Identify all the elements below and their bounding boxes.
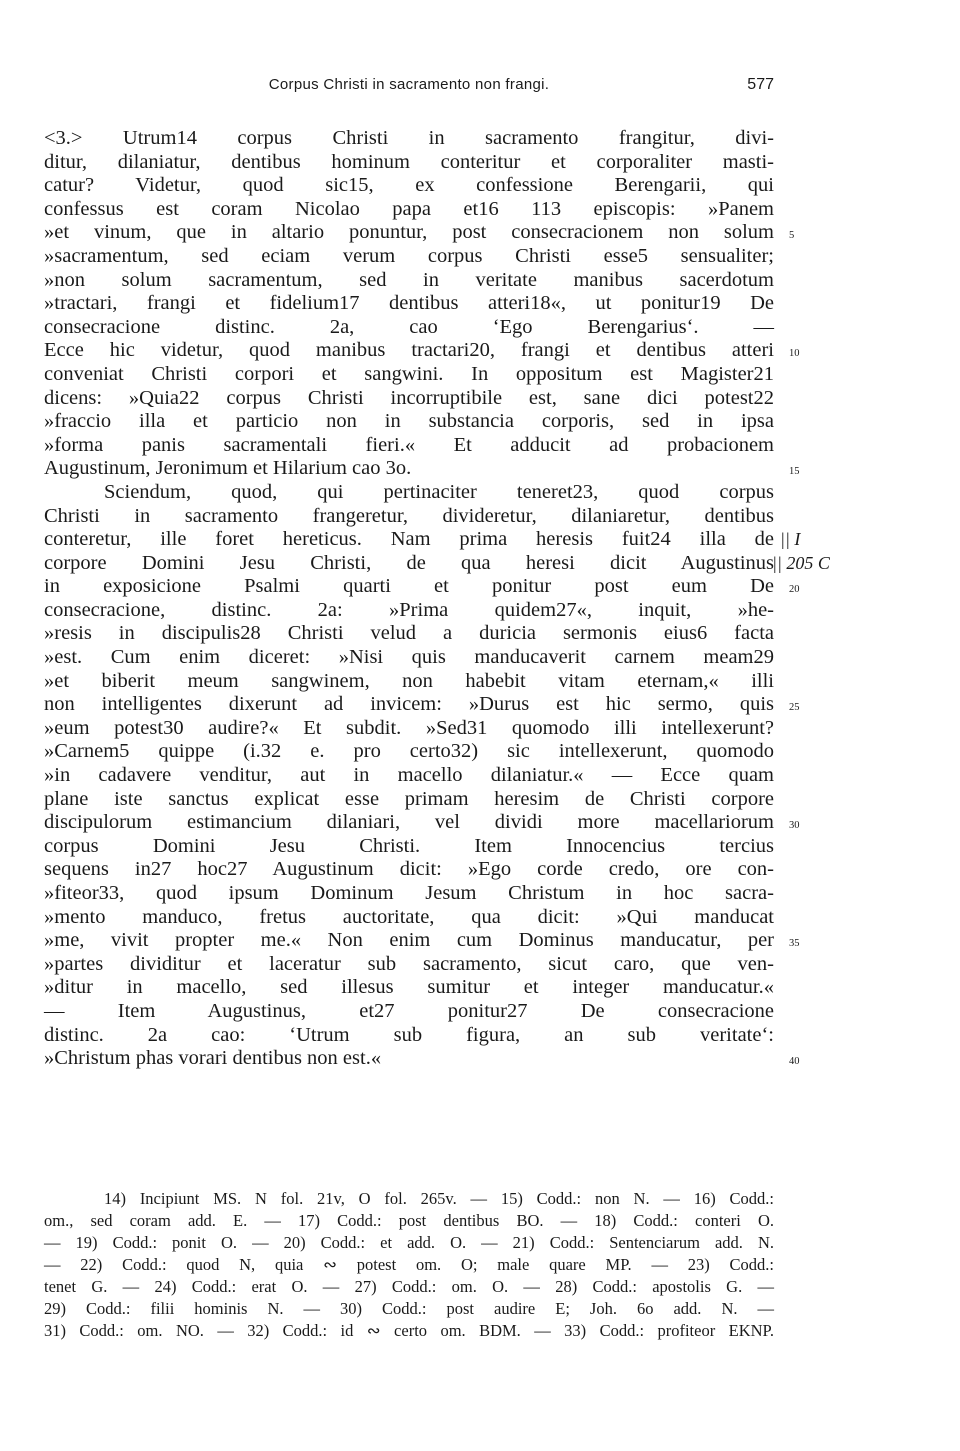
text-line: catur? Videtur, quod sic15, ex confessione Berengarii, qui: [44, 174, 774, 197]
text-line: <3.> Utrum14 corpus Christi in sacramento frangitur, divi-: [44, 127, 774, 149]
text-line: »ditur in macello, sed illesus sumitur et integer manducatur.«: [44, 976, 774, 999]
text-line-wrap: [44, 551, 830, 576]
text-line: dicens: »Quia22 corpus Christi incorruptibile est, sane dici potest22: [44, 386, 774, 409]
text-line: »mento manduco, fretus auctoritate, qua dicit: »Qui manducat: [44, 905, 774, 928]
page-number: 577: [747, 76, 774, 93]
text-line: »fiteor33, quod ipsum Dominum Jesum Christum in hoc sacra-: [44, 882, 774, 904]
footnote-line: 14) Incipiunt MS. N fol. 21v, O fol. 265v. — 15) Codd.: non N. — 16) Codd.:: [104, 1189, 774, 1208]
line-number: 35: [789, 938, 800, 950]
text-line: in exposicione Psalmi quarti et ponitur post eum De: [44, 575, 774, 598]
page-header: [44, 76, 774, 102]
text-line-wrap: [44, 221, 795, 245]
text-line: »forma panis sacramentali fieri.« Et adducit ad probacionem: [44, 433, 774, 456]
text-line-wrap: [44, 693, 800, 717]
text-line-wrap: [44, 929, 800, 953]
text-line: ditur, dilaniatur, dentibus hominum conteritur et corporaliter masti-: [44, 150, 774, 173]
footnote-line: — 19) Codd.: ponit O. — 20) Codd.: et add. O. — 21) Codd.: Sentenciarum add. N.: [44, 1233, 774, 1252]
footnote-line: om., sed coram add. E. — 17) Codd.: post dentibus BO. — 18) Codd.: conteri O.: [44, 1211, 774, 1230]
text-line-wrap: [44, 811, 800, 835]
text-line: Augustinum, Jeronimum et Hilarium cao 3o.: [44, 457, 412, 480]
text-line: non intelligentes dixerunt ad invicem: »Durus est hic sermo, quis: [44, 693, 774, 716]
text-line: »Carnem5 quippe (i.32 e. pro certo32) sic intellexerunt, quomodo: [44, 740, 774, 763]
text-line: »eum potest30 audire?« Et subdit. »Sed31 quomodo illi intellexerunt?: [44, 716, 774, 739]
line-number: 20: [789, 584, 800, 596]
text-line: consecracione distinc. 2a, cao ‘Ego Berengarius‘. —: [44, 315, 774, 338]
main-text: [44, 127, 830, 1071]
text-line: Ecce hic videtur, quod manibus tractari20, frangi et dentibus atteri: [44, 339, 774, 362]
text-line-wrap: [44, 528, 801, 552]
text-line-wrap: [44, 457, 800, 481]
line-number: 30: [789, 820, 800, 832]
text-line: »resis in discipulis28 Christi velud a duricia sermonis eius6 facta: [44, 622, 774, 645]
text-line: »partes dividitur et laceratur sub sacramento, sicut caro, que ven-: [44, 952, 774, 975]
line-number: 25: [789, 702, 800, 714]
footnote-line: 29) Codd.: filii hominis N. — 30) Codd.: post audire E; Joh. 6o add. N. —: [44, 1299, 774, 1318]
text-line: consecracione, distinc. 2a: »Prima quidem27«, inquit, »he-: [44, 598, 774, 621]
text-line: Christi in sacramento frangeretur, divideretur, dilaniaretur, dentibus: [44, 504, 774, 527]
text-line-wrap: [44, 1047, 800, 1071]
text-line: »et biberit meum sangwinem, non habebit vitam eternam,« illi: [44, 669, 774, 692]
footnote-line: 31) Codd.: om. NO. — 32) Codd.: id ∾ certo om. BDM. — 33) Codd.: profiteor EKNP.: [44, 1321, 774, 1340]
margin-note: || 205 C: [772, 552, 830, 573]
text-line: »tractari, frangi et fidelium17 dentibus atteri18«, ut ponitur19 De: [44, 292, 774, 315]
text-line: »Christum phas vorari dentibus non est.«: [44, 1047, 382, 1070]
text-line: »est. Cum enim diceret: »Nisi quis manducaverit carnem meam29: [44, 646, 774, 669]
footnote-line: tenet G. — 24) Codd.: erat O. — 27) Codd.: om. O. — 28) Codd.: apostolis G. —: [44, 1277, 774, 1296]
text-line: confessus est coram Nicolao papa et16 113 episcopis: »Panem: [44, 197, 774, 220]
text-line: discipulorum estimancium dilaniari, vel dividi more macellariorum: [44, 811, 774, 834]
text-line: »me, vivit propter me.« Non enim cum Dominus manducatur, per: [44, 929, 774, 952]
text-line: distinc. 2a cao: ‘Utrum sub figura, an sub veritate‘:: [44, 1023, 774, 1046]
footnotes: [44, 1188, 774, 1342]
footnote-line: — 22) Codd.: quod N, quia ∾ potest om. O; male quare MP. — 23) Codd.:: [44, 1255, 774, 1274]
line-number: 40: [789, 1056, 800, 1068]
text-line: plane iste sanctus explicat esse primam heresim de Christi corpore: [44, 787, 774, 810]
text-line: »non solum sacramentum, sed in veritate manibus sacerdotum: [44, 268, 774, 291]
line-number: 10: [789, 348, 800, 360]
text-line: — Item Augustinus, et27 ponitur27 De consecracione: [44, 999, 774, 1022]
text-line: Sciendum, quod, qui pertinaciter teneret23, quod corpus: [104, 480, 774, 503]
text-line: corpus Domini Jesu Christi. Item Innocencius tercius: [44, 834, 774, 857]
text-line: sequens in27 hoc27 Augustinum dicit: »Ego corde credo, ore con-: [44, 858, 774, 881]
text-line: »fraccio illa et particio non in substancia corporis, sed in ipsa: [44, 410, 774, 433]
text-line: conteretur, ille foret hereticus. Nam prima heresis fuit24 illa de: [44, 528, 774, 551]
line-number: 5: [789, 230, 795, 242]
text-line: »in cadavere venditur, aut in macello dilaniatur.« — Ecce quam: [44, 764, 774, 787]
text-line: corpore Domini Jesu Christi, de qua heresi dicit Augustinus: [44, 551, 774, 574]
line-number: 15: [789, 466, 800, 478]
running-head: Corpus Christi in sacramento non frangi.: [268, 76, 550, 93]
text-line: conveniat Christi corpori et sangwini. In oppositum est Magister21: [44, 362, 774, 385]
text-line-wrap: [44, 339, 800, 363]
text-line: »sacramentum, sed eciam verum corpus Christi esse5 sensualiter;: [44, 244, 774, 267]
text-line-wrap: [44, 575, 800, 599]
text-line: »et vinum, que in altario ponuntur, post consecracionem non solum: [44, 221, 774, 244]
margin-note: || I: [780, 529, 801, 550]
